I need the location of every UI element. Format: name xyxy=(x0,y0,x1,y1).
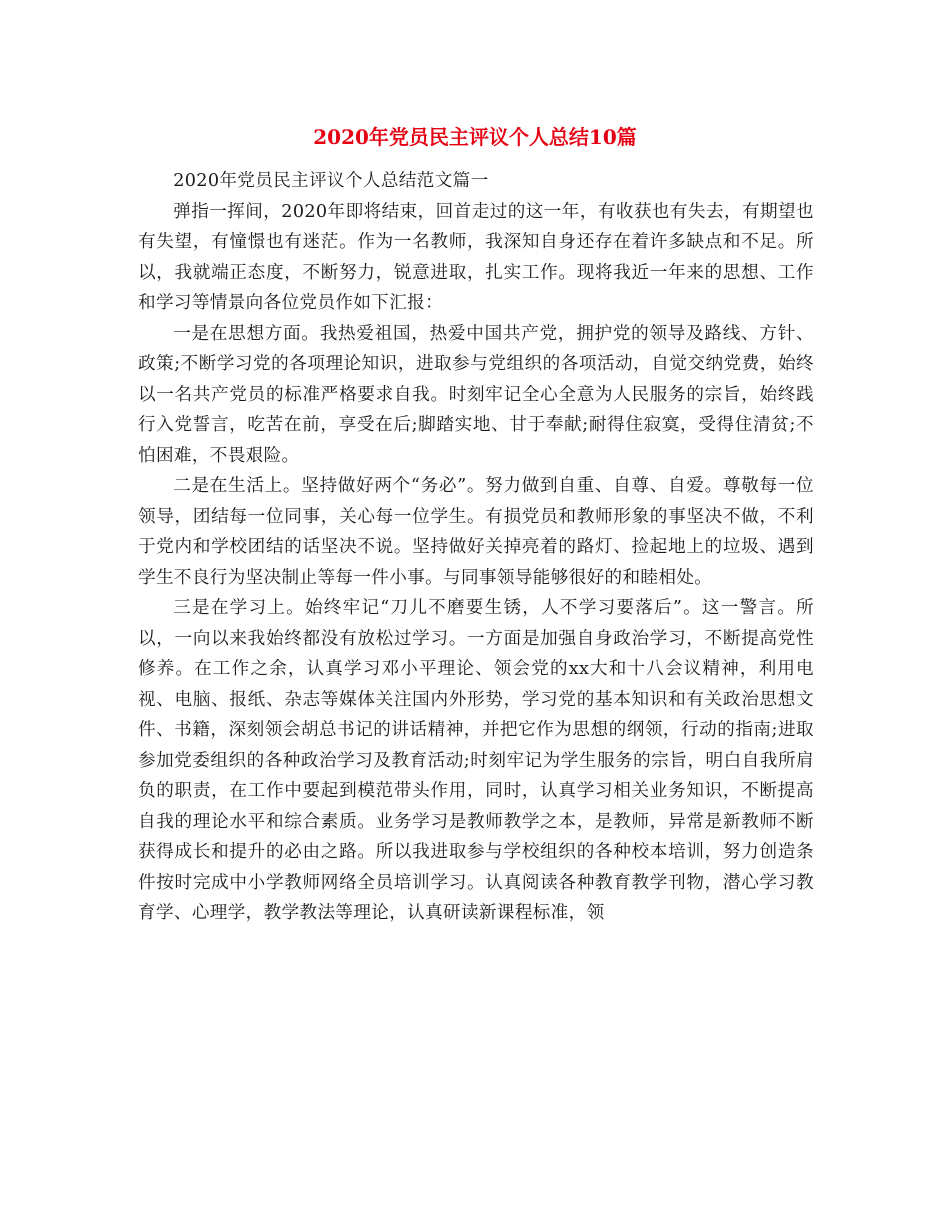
paragraph-intro: 弹指一挥间，2020年即将结束，回首走过的这一年，有收获也有失去，有期望也有失望，有憧憬也有迷茫。作为一名教师，我深知自身还存在着许多缺点和不足。所以，我就端正态度，不断努力，锐意进取，扎实工作。现将我近一年来的思想、工作和学习等情景向各位党员作如下汇报： xyxy=(138,201,814,313)
paragraph-life: 二是在生活上。坚持做好两个“务必”。努力做到自重、自尊、自爱。尊敬每一位领导，团结每一位同事，关心每一位学生。有损党员和教师形象的事坚决不做，不利于党内和学校团结的话坚决不说。坚持做好关掉亮着的路灯、捡起地上的垃圾、遇到学生不良行为坚决制止等每一件小事。与同事领导能够很好的和睦相处。 xyxy=(138,476,814,588)
document-body xyxy=(138,166,814,929)
paragraph-thought: 一是在思想方面。我热爱祖国，热爱中国共产党，拥护党的领导及路线、方针、政策;不断学习党的各项理论知识，进取参与党组织的各项活动，自觉交纳党费，始终以一名共产党员的标准严格要求自我。时刻牢记全心全意为人民服务的宗旨，始终践行入党誓言，吃苦在前，享受在后;脚踏实地、甘于奉献;耐得住寂寞，受得住清贫;不怕困难，不畏艰险。 xyxy=(138,323,814,466)
section-heading: 2020年党员民主评议个人总结范文篇一 xyxy=(173,171,489,191)
paragraph-study: 三是在学习上。始终牢记“刀儿不磨要生锈，人不学习要落后”。这一警言。所以，一向以来我始终都没有放松过学习。一方面是加强自身政治学习，不断提高党性修养。在工作之余，认真学习邓小平理论、领会党的xx大和十八会议精神，利用电视、电脑、报纸、杂志等媒体关注国内外形势，学习党的基本知识和有关政治思想文件、书籍，深刻领会胡总书记的讲话精神，并把它作为思想的纲领，行动的指南;进取参加党委组织的各种政治学习及教育活动;时刻牢记为学生服务的宗旨，明白自我所肩负的职责，在工作中要起到模范带头作用，同时，认真学习相关业务知识，不断提高自我的理论水平和综合素质。业务学习是教师教学之本，是教师，异常是新教师不断获得成长和提升的必由之路。所以我进取参与学校组织的各种校本培训，努力创造条件按时完成中小学教师网络全员培训学习。认真阅读各种教育教学刊物，潜心学习教育学、心理学，教学教法等理论，认真研读新课程标准，领 xyxy=(138,598,814,923)
document-title: 2020年党员民主评议个人总结10篇 xyxy=(313,125,637,149)
